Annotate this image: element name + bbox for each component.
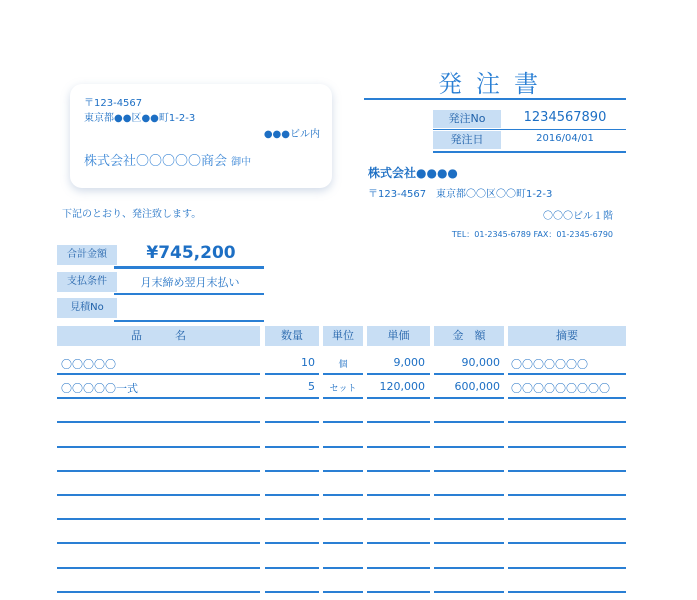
- header-unit-price: 単価: [367, 326, 430, 346]
- recipient-postal: 〒123-4567: [84, 98, 143, 109]
- table-row-line: [323, 446, 363, 448]
- table-row-line: [434, 542, 504, 544]
- table-row-line: [323, 591, 363, 593]
- table-row-line: [57, 470, 260, 472]
- table-row-line: [265, 567, 319, 569]
- table-row-line: [265, 470, 319, 472]
- table-row-line: [323, 542, 363, 544]
- table-row-line: [367, 494, 430, 496]
- table-row-line: [323, 494, 363, 496]
- recipient-address: 東京都●●区●●町1-2-3: [84, 113, 196, 124]
- table-row-line: [265, 397, 319, 399]
- total-rule: [114, 266, 264, 269]
- table-row-line: [508, 470, 626, 472]
- table-row-line: [434, 470, 504, 472]
- table-row-line: [508, 446, 626, 448]
- table-row-line: [367, 567, 430, 569]
- table-row-line: [367, 373, 430, 375]
- table-row-line: [367, 591, 430, 593]
- row-1-qty: 10: [301, 356, 315, 369]
- row-2-unit: セット: [329, 384, 357, 394]
- quote-label: 見積No: [57, 298, 117, 318]
- table-row-line: [508, 494, 626, 496]
- table-row-line: [57, 591, 260, 593]
- table-row-line: [508, 542, 626, 544]
- row-2-price: 120,000: [379, 380, 425, 393]
- document-title: 発注書: [438, 70, 552, 98]
- header-quantity: 数量: [265, 326, 319, 346]
- payment-label: 支払条件: [57, 272, 117, 292]
- table-row-line: [323, 421, 363, 423]
- table-row-line: [57, 373, 260, 375]
- order-date-value: 2016/04/01: [536, 133, 594, 144]
- order-date-rule: [433, 151, 626, 153]
- recipient-company: 株式会社〇〇〇〇〇商会: [84, 154, 228, 169]
- total-label: 合計金額: [57, 245, 117, 265]
- row-1-amount: 90,000: [461, 356, 500, 369]
- table-row-line: [508, 518, 626, 520]
- issuer-address: 東京都〇〇区〇〇町1-2-3: [436, 189, 553, 200]
- table-row-line: [57, 542, 260, 544]
- order-no-label: 発注No: [433, 110, 501, 128]
- issuer-building: 〇〇〇ビル１階: [543, 211, 613, 222]
- table-row-line: [367, 470, 430, 472]
- table-row-line: [434, 518, 504, 520]
- table-row-line: [434, 397, 504, 399]
- issuer-company: 株式会社●●●●: [368, 166, 458, 180]
- recipient-building: ●●●ビル内: [263, 129, 320, 140]
- table-row-line: [508, 591, 626, 593]
- order-date-label: 発注日: [433, 131, 501, 149]
- table-row-line: [57, 421, 260, 423]
- table-row-line: [508, 397, 626, 399]
- table-row-line: [367, 397, 430, 399]
- table-row-line: [323, 567, 363, 569]
- table-row-line: [434, 591, 504, 593]
- order-no-rule: [433, 129, 626, 130]
- table-row-line: [367, 421, 430, 423]
- row-1-unit: 個: [338, 360, 348, 370]
- table-row-line: [265, 591, 319, 593]
- recipient-honorific: 御中: [231, 157, 252, 168]
- row-1-price: 9,000: [393, 356, 425, 369]
- issuer-postal: 〒123-4567: [368, 189, 427, 200]
- table-row-line: [323, 518, 363, 520]
- table-row-line: [265, 373, 319, 375]
- table-row-line: [434, 494, 504, 496]
- row-2-note: 〇〇〇〇〇〇〇〇〇: [511, 382, 610, 395]
- recipient-card: [70, 84, 332, 188]
- table-row-line: [367, 518, 430, 520]
- table-row-line: [323, 397, 363, 399]
- quote-rule: [114, 320, 264, 322]
- table-row-line: [434, 421, 504, 423]
- table-row-line: [434, 373, 504, 375]
- table-row-line: [57, 567, 260, 569]
- table-row-line: [434, 567, 504, 569]
- table-row-line: [367, 542, 430, 544]
- payment-rule: [114, 293, 264, 295]
- table-row-line: [57, 518, 260, 520]
- table-row-line: [57, 494, 260, 496]
- row-1-note: 〇〇〇〇〇〇〇: [511, 358, 588, 371]
- row-2-name: 〇〇〇〇〇一式: [61, 382, 138, 395]
- title-underline: [364, 98, 626, 100]
- total-value: ¥745,200: [146, 243, 236, 263]
- table-row-line: [367, 446, 430, 448]
- table-row-line: [508, 567, 626, 569]
- table-row-line: [57, 397, 260, 399]
- table-row-line: [323, 470, 363, 472]
- table-row-line: [265, 446, 319, 448]
- intro-text: 下記のとおり、発注致します。: [62, 209, 202, 220]
- table-row-line: [265, 542, 319, 544]
- header-item-name: 品 名: [57, 326, 260, 346]
- header-amount: 金 額: [434, 326, 504, 346]
- recipient-name: [84, 150, 251, 169]
- row-1-name: 〇〇〇〇〇: [61, 358, 116, 371]
- issuer-contact: TEL：01-2345-6789 FAX：01-2345-6790: [451, 230, 613, 239]
- header-unit: 単位: [323, 326, 363, 346]
- table-row-line: [265, 518, 319, 520]
- table-row-line: [323, 373, 363, 375]
- table-row-line: [508, 373, 626, 375]
- row-2-qty: 5: [308, 380, 315, 393]
- table-row-line: [57, 446, 260, 448]
- order-no-value: 1234567890: [523, 110, 607, 125]
- header-remarks: 摘要: [508, 326, 626, 346]
- table-row-line: [265, 421, 319, 423]
- payment-value: 月末締め翌月末払い: [140, 276, 240, 289]
- table-row-line: [434, 446, 504, 448]
- table-row-line: [508, 421, 626, 423]
- table-row-line: [265, 494, 319, 496]
- row-2-amount: 600,000: [454, 380, 500, 393]
